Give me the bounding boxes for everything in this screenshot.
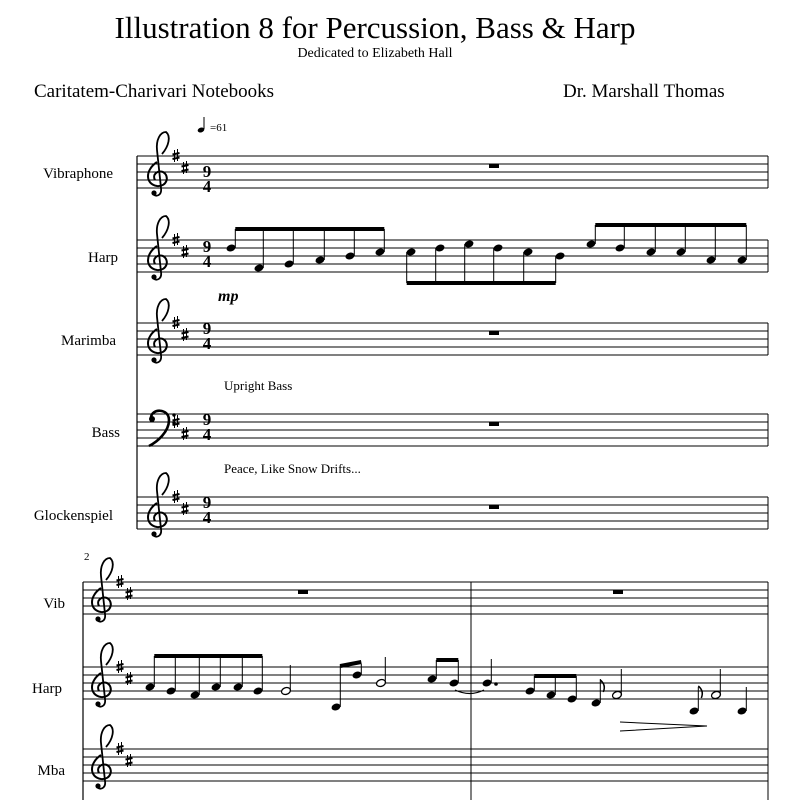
flag bbox=[600, 680, 604, 692]
whole-rest-icon bbox=[298, 590, 308, 594]
decrescendo-hairpin-icon bbox=[620, 722, 707, 731]
time-sig-den: 4 bbox=[202, 425, 212, 444]
time-sig-den: 4 bbox=[202, 334, 212, 353]
page-title: Illustration 8 for Percussion, Bass & Harp bbox=[114, 10, 636, 45]
whole-rest-icon bbox=[489, 505, 499, 509]
dynamic-marking: mp bbox=[218, 288, 239, 305]
staff-label-marimba: Marimba bbox=[61, 333, 116, 349]
time-sig-num: 9 bbox=[202, 410, 212, 429]
composer: Dr. Marshall Thomas bbox=[563, 81, 725, 102]
staff-vib bbox=[83, 582, 768, 614]
tempo-marking: =61 bbox=[210, 122, 228, 134]
upright-bass-text: Upright Bass bbox=[224, 378, 293, 393]
measure-number: 2 bbox=[84, 551, 90, 563]
staff-glockenspiel bbox=[137, 497, 768, 529]
time-sig-den: 4 bbox=[202, 252, 212, 271]
staff-label-bass: Bass bbox=[91, 425, 120, 441]
staff-vibraphone bbox=[137, 156, 768, 188]
staff-harp-2 bbox=[83, 667, 768, 699]
time-sig-num: 9 bbox=[202, 319, 212, 338]
whole-rest-icon bbox=[489, 331, 499, 335]
flag bbox=[698, 686, 702, 698]
staff-label-glockenspiel: Glockenspiel bbox=[33, 508, 113, 524]
time-sig-num: 9 bbox=[202, 162, 212, 181]
staff-label-vibraphone: Vibraphone bbox=[43, 166, 113, 182]
whole-rest-icon bbox=[613, 590, 623, 594]
time-sig-den: 4 bbox=[202, 177, 212, 196]
staff-label-harp: Harp bbox=[88, 250, 118, 266]
time-sig-den: 4 bbox=[202, 508, 212, 527]
publisher: Caritatem-Charivari Notebooks bbox=[34, 81, 275, 102]
bass-clef-icon bbox=[149, 411, 176, 446]
dedication: Dedicated to Elizabeth Hall bbox=[297, 46, 453, 61]
dot bbox=[494, 682, 498, 686]
staff-label-harp-2: Harp bbox=[32, 681, 62, 697]
whole-rest-icon bbox=[489, 422, 499, 426]
staff-mba bbox=[83, 749, 768, 781]
expression-text: Peace, Like Snow Drifts... bbox=[224, 461, 361, 476]
staff-marimba bbox=[137, 323, 768, 355]
staff-label-mba: Mba bbox=[37, 763, 65, 779]
time-sig-num: 9 bbox=[202, 237, 212, 256]
staff-bass bbox=[137, 414, 768, 446]
beam bbox=[340, 662, 361, 666]
staff-label-vib: Vib bbox=[43, 596, 65, 612]
whole-rest-icon bbox=[489, 164, 499, 168]
time-sig-num: 9 bbox=[202, 493, 212, 512]
